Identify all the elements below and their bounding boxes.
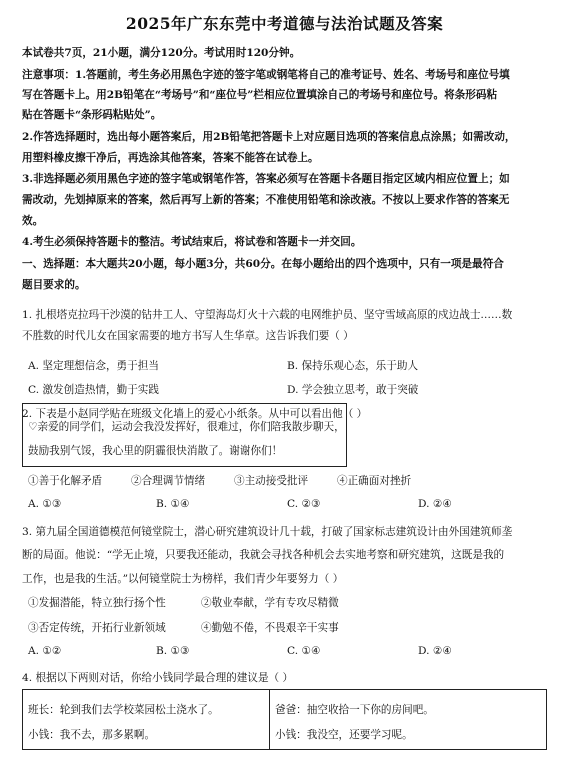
statement-3: ③否定传统，开拓行业新领域: [28, 622, 166, 634]
section-heading: 题目要求的。: [22, 279, 86, 291]
statement-1: ①发掘潜能，特立独行扬个性: [28, 597, 166, 609]
dialogue-right-line: 爸爸：抽空收拾一下你的房间吧。: [275, 704, 434, 716]
option-a: A. ①③: [28, 498, 62, 510]
option-d: D. ②④: [418, 645, 452, 657]
option-c: C. ②③: [287, 498, 321, 510]
statement-3: ③主动接受批评: [234, 475, 309, 487]
notice-line: 效。: [22, 215, 44, 227]
statement-4: ④正确面对挫折: [337, 475, 412, 487]
statement-2: ②敬业奉献，学有专攻尽精微: [201, 597, 339, 609]
question-4-stem: 4. 根据以下两则对话，你给小钱同学最合理的建议是（ ）: [22, 672, 294, 684]
notice-line: 3.非选择题必须用黑色字迹的签字笔或钢笔作答，答案必须写在答题卡各题目指定区域内相应位置上；如: [22, 173, 510, 185]
love-note-box: [22, 403, 347, 467]
dialogue-left-line: 班长：轮到我们去学校菜园松土浇水了。: [28, 704, 219, 716]
table-divider: [269, 690, 270, 749]
notice-line: 用塑料橡皮擦干净后，再选涂其他答案，答案不能答在试卷上。: [22, 152, 319, 164]
section-heading: 一、选择题：本大题共20小题，每小题3分，共60分。在每小题给出的四个选项中，只有一项是最符合: [22, 258, 504, 270]
dialogue-left-line: 小钱：我不去，那多累啊。: [28, 729, 156, 741]
question-2-stem: 2. 下表是小赵同学贴在班级文化墙上的爱心小纸条。从中可以看出他（ ）: [22, 408, 368, 420]
exam-info: 本试卷共7页，21小题，满分120分。考试用时120分钟。: [22, 47, 301, 59]
question-3-stem: 工作，也是我的生活。”以何镜堂院士为榜样，我们青少年要努力（ ）: [22, 573, 344, 585]
notice-line: 注意事项：1.答题前，考生务必用黑色字迹的签字笔或钢笔将自己的准考证号、姓名、考场号和座位号填: [22, 69, 510, 81]
notice-line: 贴在答题卡“条形码粘贴处”。: [22, 109, 162, 121]
option-b: B. ①④: [156, 498, 190, 510]
statement-2: ②合理调节情绪: [131, 475, 206, 487]
question-1-stem: 1. 扎根塔克拉玛干沙漠的钻井工人、守望海岛灯火十六载的电网维护员、坚守雪域高原的戍边战士……数: [22, 309, 513, 321]
option-c: C. 激发创造热情，勤于实践: [28, 384, 159, 396]
option-b: B. ①③: [156, 645, 190, 657]
statement-1: ①善于化解矛盾: [28, 475, 103, 487]
note-text: 鼓励我别气馁，我心里的阴霾很快消散了。谢谢你们！: [28, 445, 283, 457]
dialogue-right-line: 小钱：我没空，还要学习呢。: [275, 729, 413, 741]
option-b: B. 保持乐观心态，乐于助人: [287, 360, 419, 372]
question-1-stem: 不胜数的时代儿女在国家需要的地方书写人生华章。这告诉我们要（ ）: [22, 330, 354, 342]
statement-4: ④勤勉不倦，不畏艰辛干实事: [201, 622, 339, 634]
option-a: A. 坚定理想信念，勇于担当: [28, 360, 159, 372]
dialogue-table: [22, 689, 547, 750]
option-d: D. ②④: [418, 498, 452, 510]
question-3-stem: 3. 第九届全国道德模范何镜堂院士，潜心研究建筑设计几十载，打破了国家标志建筑设计由外国建筑师垄: [22, 526, 513, 538]
option-c: C. ①④: [287, 645, 321, 657]
option-a: A. ①②: [28, 645, 62, 657]
note-text: ♡亲爱的同学们，运动会我没发挥好，很难过，你们陪我散步聊天，: [28, 421, 345, 433]
option-d: D. 学会独立思考，敢于突破: [287, 384, 419, 396]
notice-line: 需改动，先划掉原来的答案，然后再写上新的答案；不准使用铅笔和涂改液。不按以上要求作答的答案无: [22, 194, 510, 206]
question-3-stem: 断的局面。他说：“学无止境，只要我还能动，我就会寻找各种机会去实地考察和研究建筑，这既是我的: [22, 549, 505, 561]
notice-line: 4.考生必须保持答题卡的整洁。考试结束后，将试卷和答题卡一并交回。: [22, 236, 362, 248]
notice-line: 2.作答选择题时，选出每小题答案后，用2B铅笔把答题卡上对应题目选项的答案信息点涂黑；如需改动，: [22, 131, 516, 143]
document-title: 2025年广东东莞中考道德与法治试题及答案: [125, 14, 444, 33]
notice-line: 写在答题卡上。用2B铅笔在“考场号”和“座位号”栏相应位置填涂自己的考场号和座位号。将条形码粘: [22, 89, 498, 101]
